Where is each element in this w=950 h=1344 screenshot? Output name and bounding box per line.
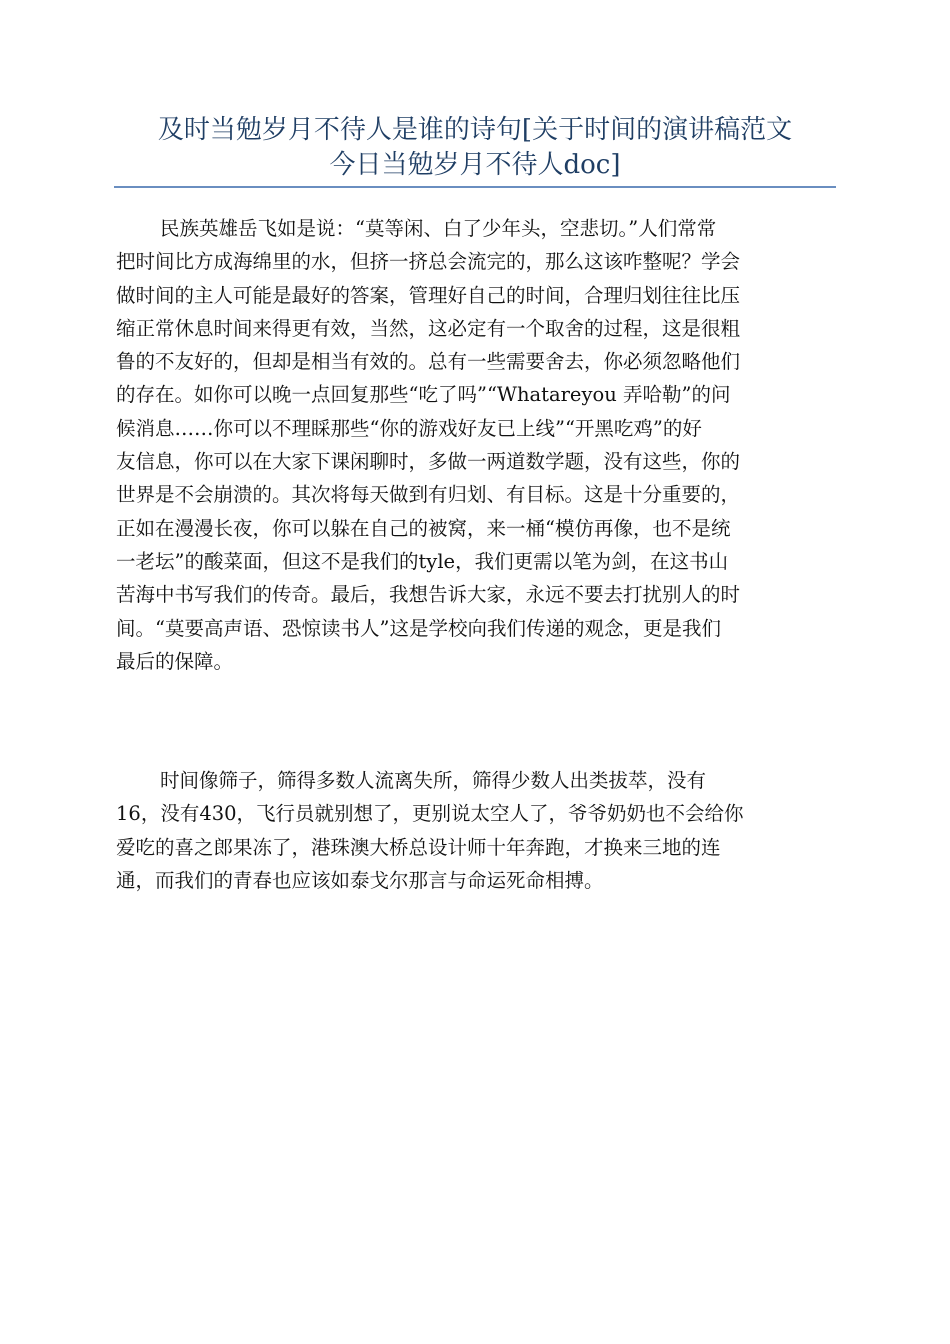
paragraph-line: 16，没有430，飞行员就别想了，更别说太空人了，爷爷奶奶也不会给你 [116,802,744,826]
paragraph-line: 一老坛”的酸菜面，但这不是我们的tyle，我们更需以笔为剑，在这书山 [116,549,729,573]
paragraph-line: 鲁的不友好的，但却是相当有效的。总有一些需要舍去，你必须忽略他们 [116,350,741,374]
paragraph-2 [116,764,836,897]
paragraph-line: 友信息，你可以在大家下课闲聊时，多做一两道数学题，没有这些，你的 [116,450,741,474]
paragraph-line: 通，而我们的青春也应该如泰戈尔那言与命运死命相搏。 [116,868,604,892]
paragraph-line: 民族英雄岳飞如是说：“莫等闲、白了少年头，空悲切。”人们常常 [160,217,717,240]
paragraph-line: 苦海中书写我们的传奇。最后，我想告诉大家，永远不要去打扰别人的时 [116,583,741,607]
title-line-1: 及时当勉岁月不待人是谁的诗句[关于时间的演讲稿范文 [157,115,793,145]
paragraph-line: 正如在漫漫长夜，你可以躲在自己的被窝，来一桶“模仿再像，也不是统 [116,516,731,540]
document-title [114,113,836,183]
paragraph-line: 世界是不会崩溃的。其次将每天做到有归划、有目标。这是十分重要的， [116,483,741,507]
paragraph-line: 做时间的主人可能是最好的答案，管理好自己的时间，合理归划往往比压 [116,283,741,307]
paragraph-1 [116,212,836,678]
paragraph-line: 间。“莫要高声语、恐惊读书人”这是学校向我们传递的观念，更是我们 [116,616,721,640]
paragraph-line: 把时间比方成海绵里的水，但挤一挤总会流完的，那么这该咋整呢？学会 [116,250,741,274]
paragraph-line: 时间像筛子，筛得多数人流离失所，筛得少数人出类拔萃，没有 [160,769,707,792]
paragraph-line: 爱吃的喜之郎果冻了，港珠澳大桥总设计师十年奔跑，才换来三地的连 [116,835,721,859]
paragraph-line: 候消息……你可以不理睬那些“你的游戏好友已上线”“开黑吃鸡”的好 [116,416,702,440]
title-line-2: 今日当勉岁月不待人doc] [329,150,621,180]
paragraph-line: 最后的保障。 [116,649,234,673]
title-underline-rule [114,186,836,188]
paragraph-line: 的存在。如你可以晚一点回复那些“吃了吗”“Whatareyou 弄哈勒”的问 [116,383,731,407]
paragraph-line: 缩正常休息时间来得更有效，当然，这必定有一个取舍的过程，这是很粗 [116,316,741,340]
